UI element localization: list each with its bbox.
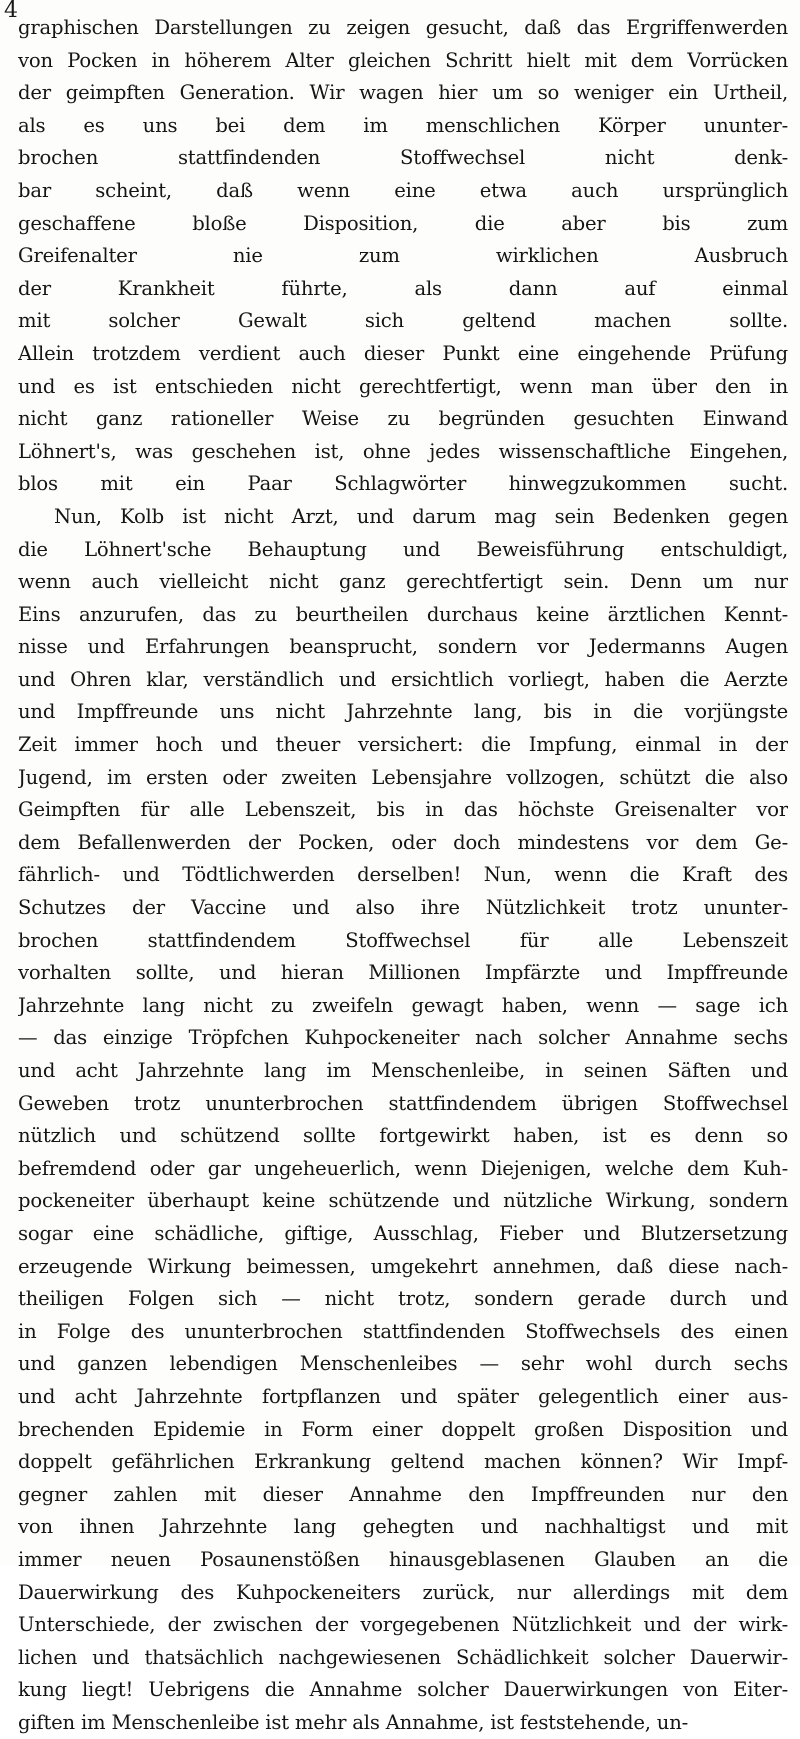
- text-line: Löhnert's, was geschehen ist, ohne jedes wissenschaftliche Eingehen,: [18, 439, 788, 463]
- text-line: brechenden Epidemie in Form einer doppelt großen Disposition und: [18, 1417, 788, 1441]
- body-text: [18, 12, 788, 1739]
- text-line: geschaffene bloße Disposition, die aber bis zum: [18, 211, 788, 235]
- text-line: fährlich- und Tödtlichwerden derselben! Nun, wenn die Kraft des: [18, 863, 788, 887]
- text-line: vorhalten sollte, und hieran Millionen Impfärzte und Impffreunde: [18, 961, 788, 985]
- text-line: erzeugende Wirkung beimessen, umgekehrt annehmen, daß diese nach-: [18, 1254, 788, 1278]
- text-line: nicht ganz rationeller Weise zu begründen gesuchten Einwand: [18, 407, 788, 431]
- text-line: wenn auch vielleicht nicht ganz gerechtfertigt sein. Denn um nur: [18, 570, 788, 594]
- text-line: und es ist entschieden nicht gerechtfertigt, wenn man über den in: [18, 374, 788, 398]
- text-line: immer neuen Posaunenstößen hinausgeblasenen Glauben an die: [18, 1547, 788, 1571]
- text-line: von ihnen Jahrzehnte lang gehegten und nachhaltigst und mit: [18, 1515, 788, 1539]
- text-line: und Impffreunde uns nicht Jahrzehnte lang, bis in die vorjüngste: [18, 700, 788, 724]
- text-line: kung liegt! Uebrigens die Annahme solcher Dauerwirkungen von Eiter-: [18, 1678, 788, 1702]
- text-line: Eins anzurufen, das zu beurtheilen durchaus keine ärztlichen Kennt-: [18, 602, 788, 626]
- text-line: mit solcher Gewalt sich geltend machen sollte.: [18, 309, 788, 333]
- text-line: Dauerwirkung des Kuhpockeneiters zurück, nur allerdings mit dem: [18, 1580, 788, 1604]
- text-line: Geweben trotz ununterbrochen stattfindendem übrigen Stoffwechsel: [18, 1091, 788, 1115]
- text-line: Nun, Kolb ist nicht Arzt, und darum mag sein Bedenken gegen: [54, 504, 788, 528]
- text-line: befremdend oder gar ungeheuerlich, wenn Diejenigen, welche dem Kuh-: [18, 1156, 788, 1180]
- text-line: und ganzen lebendigen Menschenleibes — sehr wohl durch sechs: [18, 1352, 788, 1376]
- text-line: und Ohren klar, verständlich und ersichtlich vorliegt, haben die Aerzte: [18, 667, 788, 691]
- text-line: — das einzige Tröpfchen Kuhpockeneiter nach solcher Annahme sechs: [18, 1026, 788, 1050]
- text-line: Jugend, im ersten oder zweiten Lebensjahre vollzogen, schützt die also: [18, 765, 788, 789]
- text-line: Schutzes der Vaccine und also ihre Nützlichkeit trotz ununter-: [18, 896, 788, 920]
- text-line: dem Befallenwerden der Pocken, oder doch mindestens vor dem Ge-: [18, 830, 788, 854]
- text-line: Unterschiede, der zwischen der vorgegebenen Nützlichkeit und der wirk-: [18, 1613, 788, 1637]
- text-line: Greifenalter nie zum wirklichen Ausbruch: [18, 244, 788, 268]
- text-line: der geimpften Generation. Wir wagen hier um so weniger ein Urtheil,: [18, 81, 788, 105]
- text-line: nützlich und schützend sollte fortgewirkt haben, ist es denn so: [18, 1124, 788, 1148]
- text-line: theiligen Folgen sich — nicht trotz, sondern gerade durch und: [18, 1287, 788, 1311]
- text-line: brochen stattfindendem Stoffwechsel für alle Lebenszeit: [18, 928, 788, 952]
- text-line: Allein trotzdem verdient auch dieser Punkt eine eingehende Prüfung: [18, 341, 788, 365]
- text-line: Geimpften für alle Lebenszeit, bis in das höchste Greisenalter vor: [18, 798, 788, 822]
- text-line: die Löhnert'sche Behauptung und Beweisführung entschuldigt,: [18, 537, 788, 561]
- text-line: pockeneiter überhaupt keine schützende und nützliche Wirkung, sondern: [18, 1189, 788, 1213]
- text-line: Jahrzehnte lang nicht zu zweifeln gewagt haben, wenn — sage ich: [18, 993, 788, 1017]
- text-line: in Folge des ununterbrochen stattfindenden Stoffwechsels des einen: [18, 1319, 788, 1343]
- text-line: brochen stattfindenden Stoffwechsel nicht denk-: [18, 146, 788, 170]
- text-line: und acht Jahrzehnte lang im Menschenleibe, in seinen Säften und: [18, 1059, 788, 1082]
- text-line: giften im Menschenleibe ist mehr als Annahme, ist feststehende, un-: [18, 1710, 689, 1734]
- text-line: lichen und thatsächlich nachgewiesenen Schädlichkeit solcher Dauerwir-: [18, 1645, 788, 1669]
- page-number: 4: [4, 0, 18, 23]
- text-line: sogar eine schädliche, giftige, Ausschlag, Fieber und Blutzersetzung: [18, 1221, 788, 1245]
- text-line: der Krankheit führte, als dann auf einmal: [18, 276, 788, 300]
- text-line: und acht Jahrzehnte fortpflanzen und später gelegentlich einer aus-: [18, 1384, 788, 1408]
- text-line: gegner zahlen mit dieser Annahme den Impffreunden nur den: [18, 1482, 788, 1506]
- text-line: als es uns bei dem im menschlichen Körper ununter-: [18, 113, 788, 137]
- text-line: bar scheint, daß wenn eine etwa auch ursprünglich: [18, 178, 788, 202]
- text-line: blos mit ein Paar Schlagwörter hinwegzukommen sucht.: [18, 472, 788, 496]
- text-line: graphischen Darstellungen zu zeigen gesucht, daß das Ergriffenwerden: [18, 16, 788, 39]
- text-line: nisse und Erfahrungen beansprucht, sondern vor Jedermanns Augen: [18, 635, 788, 659]
- text-line: doppelt gefährlichen Erkrankung geltend machen können? Wir Impf-: [18, 1450, 788, 1474]
- text-line: Zeit immer hoch und theuer versichert: die Impfung, einmal in der: [18, 733, 788, 757]
- text-line: von Pocken in höherem Alter gleichen Schritt hielt mit dem Vorrücken: [18, 48, 788, 72]
